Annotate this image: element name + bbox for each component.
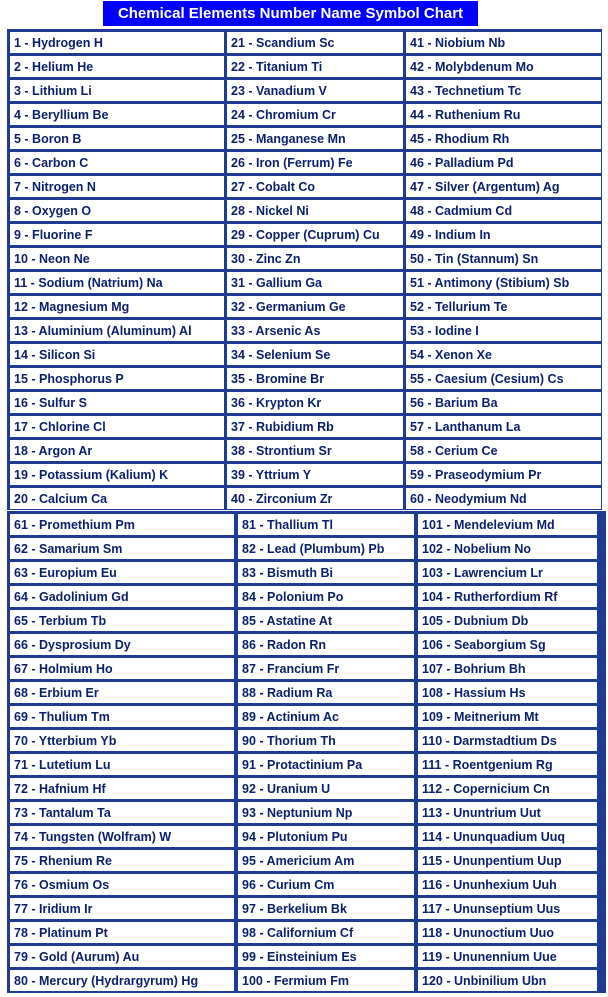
element-cell: 116 - Ununhexium Uuh xyxy=(418,874,597,895)
element-cell: 31 - Gallium Ga xyxy=(227,272,403,293)
element-cell: 14 - Silicon Si xyxy=(10,344,224,365)
element-cell: 74 - Tungsten (Wolfram) W xyxy=(10,826,234,847)
element-cell: 18 - Argon Ar xyxy=(10,440,224,461)
element-cell: 62 - Samarium Sm xyxy=(10,538,234,559)
element-cell: 92 - Uranium U xyxy=(238,778,414,799)
element-cell: 101 - Mendelevium Md xyxy=(418,514,597,535)
element-cell: 12 - Magnesium Mg xyxy=(10,296,224,317)
element-cell: 98 - Californium Cf xyxy=(238,922,414,943)
element-cell: 5 - Boron B xyxy=(10,128,224,149)
element-cell: 75 - Rhenium Re xyxy=(10,850,234,871)
element-cell: 17 - Chlorine Cl xyxy=(10,416,224,437)
element-cell: 85 - Astatine At xyxy=(238,610,414,631)
element-cell: 69 - Thulium Tm xyxy=(10,706,234,727)
element-cell: 44 - Ruthenium Ru xyxy=(406,104,601,125)
element-cell: 86 - Radon Rn xyxy=(238,634,414,655)
element-cell: 78 - Platinum Pt xyxy=(10,922,234,943)
element-cell: 30 - Zinc Zn xyxy=(227,248,403,269)
element-cell: 88 - Radium Ra xyxy=(238,682,414,703)
element-cell: 82 - Lead (Plumbum) Pb xyxy=(238,538,414,559)
element-cell: 68 - Erbium Er xyxy=(10,682,234,703)
element-cell: 79 - Gold (Aurum) Au xyxy=(10,946,234,967)
element-cell: 32 - Germanium Ge xyxy=(227,296,403,317)
element-cell: 71 - Lutetium Lu xyxy=(10,754,234,775)
element-cell: 10 - Neon Ne xyxy=(10,248,224,269)
element-cell: 55 - Caesium (Cesium) Cs xyxy=(406,368,601,389)
element-cell: 50 - Tin (Stannum) Sn xyxy=(406,248,601,269)
element-cell: 115 - Ununpentium Uup xyxy=(418,850,597,871)
element-cell: 11 - Sodium (Natrium) Na xyxy=(10,272,224,293)
element-cell: 43 - Technetium Tc xyxy=(406,80,601,101)
element-cell: 53 - Iodine I xyxy=(406,320,601,341)
element-cell: 47 - Silver (Argentum) Ag xyxy=(406,176,601,197)
element-cell: 1 - Hydrogen H xyxy=(10,32,224,53)
element-cell: 35 - Bromine Br xyxy=(227,368,403,389)
element-cell: 118 - Ununoctium Uuo xyxy=(418,922,597,943)
element-cell: 22 - Titanium Ti xyxy=(227,56,403,77)
element-cell: 65 - Terbium Tb xyxy=(10,610,234,631)
element-cell: 66 - Dysprosium Dy xyxy=(10,634,234,655)
element-cell: 109 - Meitnerium Mt xyxy=(418,706,597,727)
element-cell: 2 - Helium He xyxy=(10,56,224,77)
element-cell: 94 - Plutonium Pu xyxy=(238,826,414,847)
element-cell: 114 - Ununquadium Uuq xyxy=(418,826,597,847)
element-cell: 120 - Unbinilium Ubn xyxy=(418,970,597,991)
element-cell: 46 - Palladium Pd xyxy=(406,152,601,173)
element-cell: 117 - Ununseptium Uus xyxy=(418,898,597,919)
element-cell: 83 - Bismuth Bi xyxy=(238,562,414,583)
element-cell: 21 - Scandium Sc xyxy=(227,32,403,53)
element-cell: 56 - Barium Ba xyxy=(406,392,601,413)
element-cell: 108 - Hassium Hs xyxy=(418,682,597,703)
element-cell: 72 - Hafnium Hf xyxy=(10,778,234,799)
element-cell: 9 - Fluorine F xyxy=(10,224,224,245)
element-cell: 40 - Zirconium Zr xyxy=(227,488,403,509)
element-cell: 36 - Krypton Kr xyxy=(227,392,403,413)
element-cell: 54 - Xenon Xe xyxy=(406,344,601,365)
element-cell: 51 - Antimony (Stibium) Sb xyxy=(406,272,601,293)
element-cell: 60 - Neodymium Nd xyxy=(406,488,601,509)
elements-table-61-to-120 xyxy=(7,511,606,993)
element-cell: 89 - Actinium Ac xyxy=(238,706,414,727)
elements-table-1-to-60 xyxy=(7,29,602,510)
element-cell: 106 - Seaborgium Sg xyxy=(418,634,597,655)
element-cell: 103 - Lawrencium Lr xyxy=(418,562,597,583)
element-cell: 42 - Molybdenum Mo xyxy=(406,56,601,77)
element-cell: 63 - Europium Eu xyxy=(10,562,234,583)
element-cell: 38 - Strontium Sr xyxy=(227,440,403,461)
element-cell: 29 - Copper (Cuprum) Cu xyxy=(227,224,403,245)
element-cell: 28 - Nickel Ni xyxy=(227,200,403,221)
element-cell: 49 - Indium In xyxy=(406,224,601,245)
element-cell: 58 - Cerium Ce xyxy=(406,440,601,461)
element-cell: 100 - Fermium Fm xyxy=(238,970,414,991)
element-cell: 59 - Praseodymium Pr xyxy=(406,464,601,485)
element-cell: 45 - Rhodium Rh xyxy=(406,128,601,149)
element-cell: 84 - Polonium Po xyxy=(238,586,414,607)
element-cell: 48 - Cadmium Cd xyxy=(406,200,601,221)
element-cell: 64 - Gadolinium Gd xyxy=(10,586,234,607)
element-cell: 4 - Beryllium Be xyxy=(10,104,224,125)
element-cell: 90 - Thorium Th xyxy=(238,730,414,751)
element-cell: 113 - Ununtrium Uut xyxy=(418,802,597,823)
element-cell: 13 - Aluminium (Aluminum) Al xyxy=(10,320,224,341)
element-cell: 34 - Selenium Se xyxy=(227,344,403,365)
element-cell: 73 - Tantalum Ta xyxy=(10,802,234,823)
element-cell: 110 - Darmstadtium Ds xyxy=(418,730,597,751)
element-cell: 39 - Yttrium Y xyxy=(227,464,403,485)
element-cell: 95 - Americium Am xyxy=(238,850,414,871)
element-cell: 57 - Lanthanum La xyxy=(406,416,601,437)
element-cell: 76 - Osmium Os xyxy=(10,874,234,895)
element-cell: 24 - Chromium Cr xyxy=(227,104,403,125)
element-cell: 99 - Einsteinium Es xyxy=(238,946,414,967)
element-cell: 70 - Ytterbium Yb xyxy=(10,730,234,751)
element-cell: 61 - Promethium Pm xyxy=(10,514,234,535)
element-cell: 112 - Copernicium Cn xyxy=(418,778,597,799)
element-cell: 81 - Thallium Tl xyxy=(238,514,414,535)
element-cell: 52 - Tellurium Te xyxy=(406,296,601,317)
element-cell: 77 - Iridium Ir xyxy=(10,898,234,919)
element-cell: 8 - Oxygen O xyxy=(10,200,224,221)
element-cell: 20 - Calcium Ca xyxy=(10,488,224,509)
element-cell: 37 - Rubidium Rb xyxy=(227,416,403,437)
element-cell: 93 - Neptunium Np xyxy=(238,802,414,823)
element-cell: 67 - Holmium Ho xyxy=(10,658,234,679)
element-cell: 107 - Bohrium Bh xyxy=(418,658,597,679)
element-cell: 27 - Cobalt Co xyxy=(227,176,403,197)
element-cell: 41 - Niobium Nb xyxy=(406,32,601,53)
element-cell: 97 - Berkelium Bk xyxy=(238,898,414,919)
element-cell: 111 - Roentgenium Rg xyxy=(418,754,597,775)
element-cell: 19 - Potassium (Kalium) K xyxy=(10,464,224,485)
element-cell: 3 - Lithium Li xyxy=(10,80,224,101)
element-cell: 6 - Carbon C xyxy=(10,152,224,173)
element-cell: 96 - Curium Cm xyxy=(238,874,414,895)
element-cell: 26 - Iron (Ferrum) Fe xyxy=(227,152,403,173)
element-cell: 119 - Ununennium Uue xyxy=(418,946,597,967)
element-cell: 105 - Dubnium Db xyxy=(418,610,597,631)
element-cell: 23 - Vanadium V xyxy=(227,80,403,101)
element-cell: 91 - Protactinium Pa xyxy=(238,754,414,775)
element-cell: 15 - Phosphorus P xyxy=(10,368,224,389)
chart-title: Chemical Elements Number Name Symbol Chart xyxy=(103,1,478,26)
element-cell: 80 - Mercury (Hydrargyrum) Hg xyxy=(10,970,234,991)
element-cell: 87 - Francium Fr xyxy=(238,658,414,679)
element-cell: 16 - Sulfur S xyxy=(10,392,224,413)
element-cell: 25 - Manganese Mn xyxy=(227,128,403,149)
element-cell: 7 - Nitrogen N xyxy=(10,176,224,197)
element-cell: 102 - Nobelium No xyxy=(418,538,597,559)
element-cell: 33 - Arsenic As xyxy=(227,320,403,341)
element-cell: 104 - Rutherfordium Rf xyxy=(418,586,597,607)
